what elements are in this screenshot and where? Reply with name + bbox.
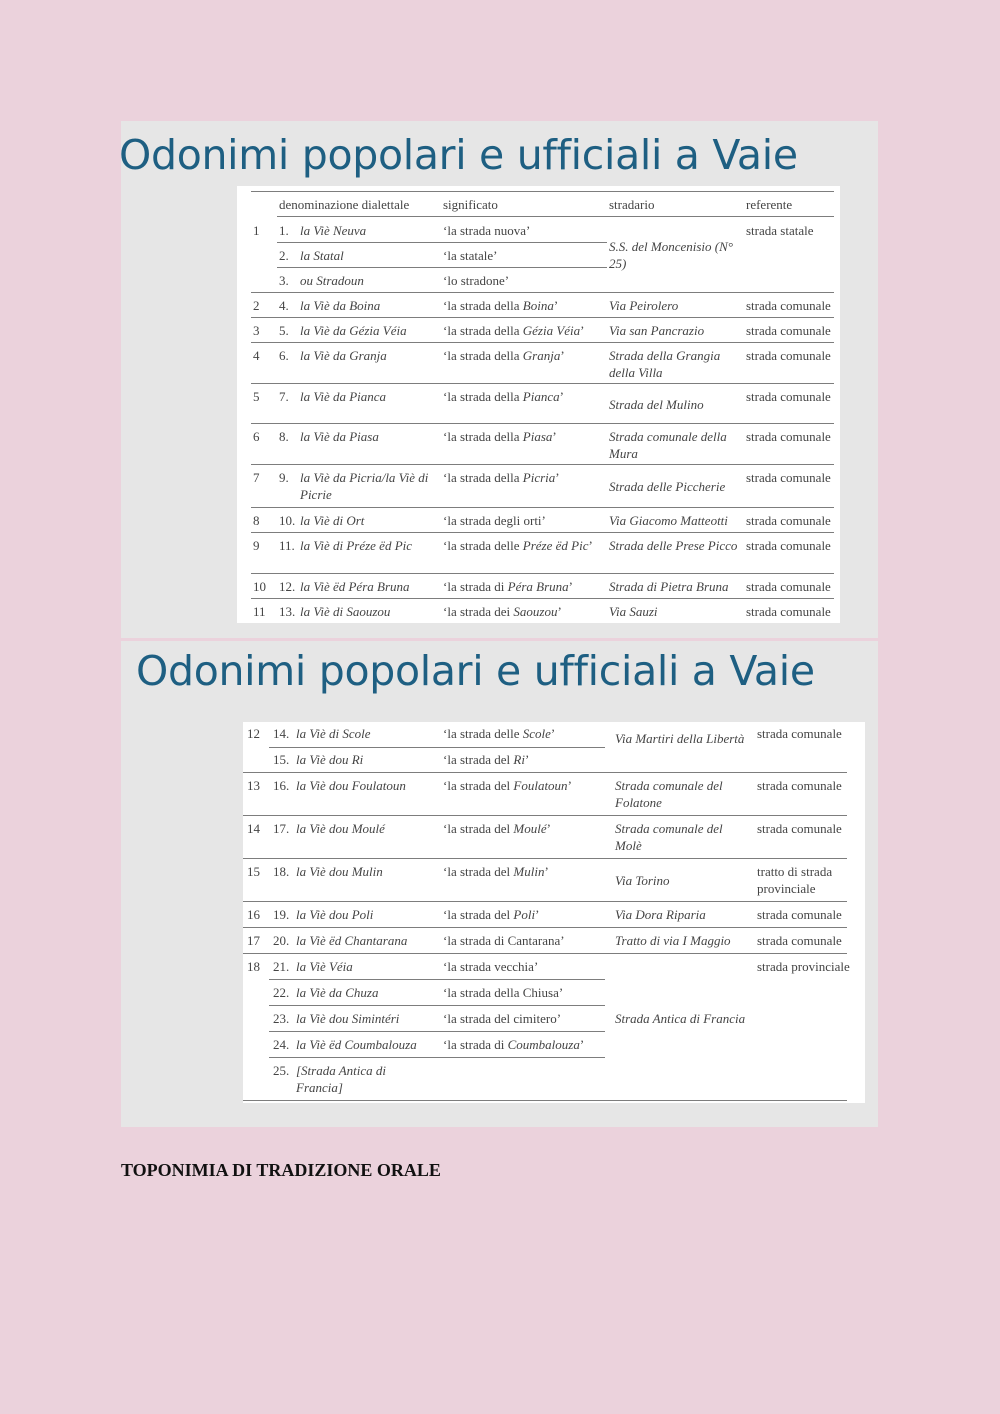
dialect-name: la Viè dou Ri	[296, 752, 364, 767]
entry-number: 21.	[273, 959, 290, 974]
table-rule	[251, 342, 834, 343]
entry-number: 14.	[273, 726, 290, 741]
entry-number: 19.	[273, 907, 290, 922]
meaning-place-name: Boina	[522, 298, 554, 313]
header-referente: referente	[746, 197, 793, 212]
entry-number: 16.	[273, 778, 290, 793]
meaning-cell: ‘la strada dei Saouzou’	[443, 604, 562, 619]
slide-title: Odonimi popolari e ufficiali a Vaie	[136, 647, 815, 695]
referente-cell: strada comunale	[746, 348, 831, 363]
meaning-cell: ‘la strada della Chiusa’	[443, 985, 564, 1000]
table-rule	[243, 815, 847, 816]
dialect-name: la Viè ëd Coumbalouza	[296, 1037, 417, 1052]
referente-cell: strada comunale	[757, 907, 842, 922]
meaning-cell: ‘la strada delle Scole’	[443, 726, 556, 741]
dialect-name: la Viè dou Foulatoun	[296, 778, 406, 793]
referente-cell: strada comunale	[757, 778, 842, 793]
table-rule	[269, 747, 605, 748]
meaning-place-name: Scole	[522, 726, 551, 741]
group-number: 14	[247, 821, 260, 836]
stradario-cell: Strada comunale del Molè	[615, 821, 723, 853]
stradario-cell: Strada del Mulino	[609, 397, 704, 412]
stradario-cell: Via Peirolero	[609, 298, 679, 313]
meaning-place-name: Moulé	[513, 821, 547, 836]
meaning-place-name: Gézia Véia	[522, 323, 581, 338]
meaning-cell: ‘la strada della Gézia Véia’	[443, 323, 585, 338]
group-number: 15	[247, 864, 260, 879]
table-rule	[277, 242, 607, 243]
referente-cell: strada comunale	[746, 470, 831, 485]
dialect-name: la Viè da Boina	[300, 298, 381, 313]
table-rule	[243, 1100, 847, 1101]
meaning-cell: ‘la strada di Cantarana’	[443, 933, 565, 948]
referente-cell: strada provinciale	[757, 959, 850, 974]
group-number: 9	[253, 538, 260, 553]
group-number: 3	[253, 323, 260, 338]
group-number: 6	[253, 429, 260, 444]
slide-1	[121, 121, 878, 638]
referente-cell: strada comunale	[746, 513, 831, 528]
entry-number: 18.	[273, 864, 290, 879]
group-number: 17	[247, 933, 260, 948]
dialect-name: la Viè da Piasa	[300, 429, 379, 444]
entry-number: 7.	[279, 389, 289, 404]
meaning-cell: ‘la strada di Coumbalouza’	[443, 1037, 585, 1052]
group-number: 12	[247, 726, 260, 741]
meaning-cell: ‘la strada delle Préze ëd Pic’	[443, 538, 593, 553]
group-number: 4	[253, 348, 260, 363]
meaning-place-name: Coumbalouza	[507, 1037, 580, 1052]
table-rule	[277, 267, 607, 268]
table-rule	[243, 953, 847, 954]
odonimi-table-continued	[243, 722, 865, 1103]
meaning-cell: ‘la strada vecchia’	[443, 959, 539, 974]
entry-number: 22.	[273, 985, 290, 1000]
dialect-name: la Viè di Saouzou	[300, 604, 391, 619]
table-rule	[251, 573, 834, 574]
table-rule	[243, 927, 847, 928]
meaning-cell: ‘la strada del Foulatoun’	[443, 778, 572, 793]
dialect-name: ou Stradoun	[300, 273, 364, 288]
header-stradario: stradario	[609, 197, 655, 212]
referente-cell: strada comunale	[757, 821, 842, 836]
entry-number: 15.	[273, 752, 290, 767]
stradario-cell: Strada della Grangia della Villa	[609, 348, 721, 380]
referente-cell: strada statale	[746, 223, 814, 238]
group-number: 7	[253, 470, 260, 485]
group-number: 10	[253, 579, 266, 594]
referente-cell: strada comunale	[746, 604, 831, 619]
dialect-name: la Viè dou Mulin	[296, 864, 383, 879]
entry-number: 3.	[279, 273, 289, 288]
referente-cell: strada comunale	[757, 726, 842, 741]
header-significato: significato	[443, 197, 498, 212]
meaning-cell: ‘la strada della Granja’	[443, 348, 565, 363]
stradario-cell: Strada delle Prese Picco	[609, 538, 738, 553]
dialect-name: la Viè Véia	[296, 959, 353, 974]
entry-number: 12.	[279, 579, 296, 594]
dialect-name: la Viè da Picria/la Viè di Picrie	[300, 470, 429, 502]
meaning-place-name: Picria	[522, 470, 556, 485]
stradario-cell: Strada Antica di Francia	[615, 1011, 746, 1026]
referente-cell: strada comunale	[746, 298, 831, 313]
stradario-cell: Strada comunale del Folatone	[615, 778, 723, 810]
meaning-cell: ‘la strada di Péra Bruna’	[443, 579, 573, 594]
stradario-cell: Strada delle Piccherie	[609, 479, 726, 494]
meaning-cell: ‘la strada del cimitero’	[443, 1011, 562, 1026]
referente-cell: strada comunale	[746, 389, 831, 404]
table-rule	[269, 1031, 605, 1032]
meaning-cell: ‘la strada della Boina’	[443, 298, 559, 313]
dialect-name: la Viè di Ort	[300, 513, 365, 528]
meaning-cell: ‘la strada della Picria’	[443, 470, 560, 485]
dialect-name: la Viè di Scole	[296, 726, 371, 741]
table-rule	[251, 464, 834, 465]
table-rule	[251, 383, 834, 384]
table-rule	[251, 292, 834, 293]
entry-number: 10.	[279, 513, 296, 528]
stradario-cell: Via Torino	[615, 873, 670, 888]
table-rule	[251, 532, 834, 533]
group-number: 8	[253, 513, 260, 528]
table-rule	[243, 772, 847, 773]
stradario-cell: S.S. del Moncenisio (N° 25)	[609, 239, 733, 271]
group-number: 11	[253, 604, 266, 619]
meaning-cell: ‘la strada degli orti’	[443, 513, 546, 528]
section-heading: TOPONIMIA DI TRADIZIONE ORALE	[121, 1160, 441, 1180]
stradario-cell: Via Giacomo Matteotti	[609, 513, 728, 528]
meaning-cell: ‘lo stradone’	[443, 273, 510, 288]
meaning-place-name: Préze ëd Pic	[522, 538, 589, 553]
table-rule	[251, 507, 834, 508]
meaning-cell: ‘la statale’	[443, 248, 498, 263]
odonimi-table	[237, 186, 840, 623]
group-number: 2	[253, 298, 260, 313]
dialect-name: la Viè ëd Péra Bruna	[300, 579, 410, 594]
entry-number: 8.	[279, 429, 289, 444]
dialect-name: la Viè da Gézia Véia	[300, 323, 407, 338]
entry-number: 6.	[279, 348, 289, 363]
meaning-place-name: Saouzou	[513, 604, 558, 619]
table-rule	[269, 1057, 605, 1058]
table-rule	[251, 598, 834, 599]
dialect-name: la Statal	[300, 248, 344, 263]
entry-number: 5.	[279, 323, 289, 338]
table-rule	[269, 1005, 605, 1006]
stradario-cell: Strada di Pietra Bruna	[609, 579, 729, 594]
dialect-name: la Viè dou Simintéri	[296, 1011, 400, 1026]
stradario-cell: Via Martiri della Libertà	[615, 731, 745, 746]
meaning-cell: ‘la strada del Poli’	[443, 907, 540, 922]
meaning-place-name: Ri	[513, 752, 525, 767]
dialect-name: la Viè da Granja	[300, 348, 387, 363]
group-number: 13	[247, 778, 260, 793]
entry-number: 1.	[279, 223, 289, 238]
meaning-place-name: Granja	[522, 348, 561, 363]
group-number: 5	[253, 389, 260, 404]
header-denominazione: denominazione dialettale	[279, 197, 410, 212]
entry-number: 25.	[273, 1063, 290, 1078]
entry-number: 23.	[273, 1011, 290, 1026]
entry-number: 4.	[279, 298, 289, 313]
meaning-place-name: Péra Bruna	[507, 579, 569, 594]
meaning-place-name: Poli	[513, 907, 536, 922]
table-rule	[251, 317, 834, 318]
meaning-cell: ‘la strada del Moulé’	[443, 821, 551, 836]
dialect-name: la Viè di Préze ëd Pic	[300, 538, 413, 553]
dialect-name: la Viè da Pianca	[300, 389, 387, 404]
table-rule	[277, 216, 834, 217]
dialect-name: la Viè dou Poli	[296, 907, 374, 922]
referente-cell: tratto di strada provinciale	[757, 864, 833, 896]
meaning-cell: ‘la strada della Pianca’	[443, 389, 564, 404]
dialect-name: la Viè da Chuza	[296, 985, 379, 1000]
meaning-cell: ‘la strada nuova’	[443, 223, 531, 238]
entry-number: 2.	[279, 248, 289, 263]
table-rule	[243, 901, 847, 902]
meaning-place-name: Piasa	[522, 429, 553, 444]
dialect-name: la Viè ëd Chantarana	[296, 933, 408, 948]
dialect-name: [Strada Antica di Francia]	[296, 1063, 387, 1095]
referente-cell: strada comunale	[746, 538, 831, 553]
meaning-place-name: Foulatoun	[513, 778, 568, 793]
meaning-cell: ‘la strada della Piasa’	[443, 429, 557, 444]
group-number: 18	[247, 959, 260, 974]
table-rule	[251, 191, 834, 192]
slide-title: Odonimi popolari e ufficiali a Vaie	[119, 131, 798, 179]
entry-number: 24.	[273, 1037, 290, 1052]
entry-number: 11.	[279, 538, 295, 553]
referente-cell: strada comunale	[746, 323, 831, 338]
slide-2	[121, 641, 878, 1127]
stradario-cell: Via san Pancrazio	[609, 323, 705, 338]
dialect-name: la Viè dou Moulé	[296, 821, 385, 836]
entry-number: 17.	[273, 821, 290, 836]
table-rule	[251, 423, 834, 424]
entry-number: 9.	[279, 470, 289, 485]
stradario-cell: Tratto di via I Maggio	[615, 933, 731, 948]
group-number: 1	[253, 223, 260, 238]
referente-cell: strada comunale	[746, 429, 831, 444]
stradario-cell: Strada comunale della Mura	[609, 429, 727, 461]
table-rule	[269, 979, 605, 980]
meaning-place-name: Mulin	[513, 864, 545, 879]
table-rule	[243, 858, 847, 859]
entry-number: 13.	[279, 604, 296, 619]
group-number: 16	[247, 907, 260, 922]
referente-cell: strada comunale	[757, 933, 842, 948]
meaning-place-name: Pianca	[522, 389, 560, 404]
entry-number: 20.	[273, 933, 290, 948]
referente-cell: strada comunale	[746, 579, 831, 594]
dialect-name: la Viè Neuva	[300, 223, 367, 238]
stradario-cell: Via Dora Riparia	[615, 907, 706, 922]
meaning-cell: ‘la strada del Ri’	[443, 752, 530, 767]
stradario-cell: Via Sauzi	[609, 604, 658, 619]
meaning-cell: ‘la strada del Mulin’	[443, 864, 549, 879]
